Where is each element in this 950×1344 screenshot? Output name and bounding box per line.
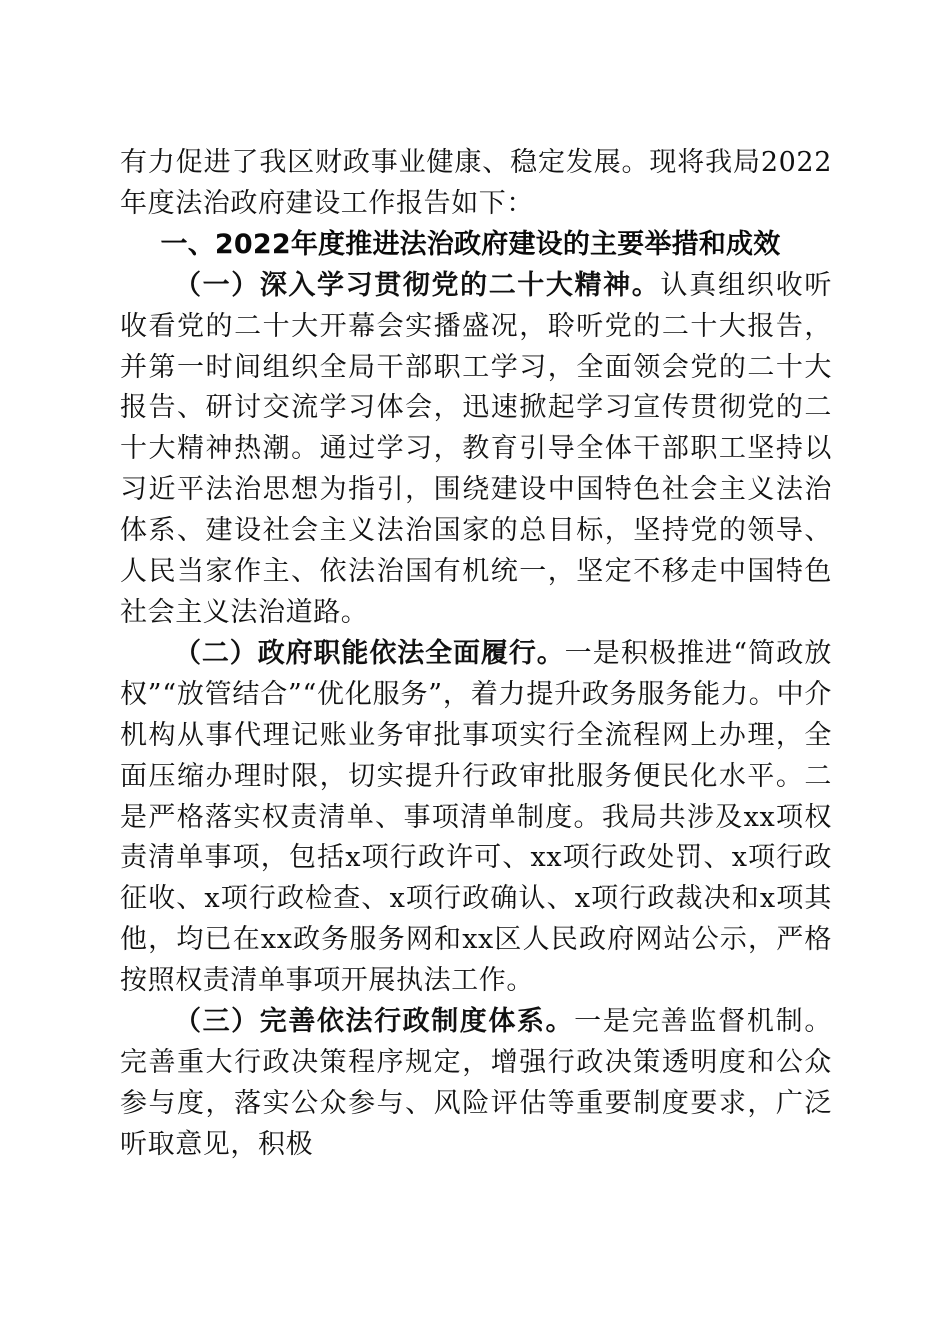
- paragraph-1: [120, 266, 832, 634]
- paragraph-2: [120, 634, 832, 1002]
- paragraph-1-body: 认真组织收听收看党的二十大开幕会实播盛况，聆听党的二十大报告，并第一时间组织全局干部职工学习，全面领会党的二十大报告、研讨交流学习体会，迅速掀起学习宣传贯彻党的二十大精神热潮。通过学习，教育引导全体干部职工坚持以习近平法治思想为指引，围绕建设中国特色社会主义法治体系、建设社会主义法治国家的总目标，坚持党的领导、人民当家作主、依法治国有机统一，坚定不移走中国特色社会主义法治道路。: [120, 269, 832, 628]
- section-heading: 一、2022年度推进法治政府建设的主要举措和成效: [160, 228, 781, 260]
- paragraph-3-body: 一是完善监督机制。完善重大行政决策程序规定，增强行政决策透明度和公众参与度，落实公众参与、风险评估等重要制度要求，广泛听取意见，积极: [120, 1006, 832, 1160]
- paragraph-1-lead: （一）深入学习贯彻党的二十大精神。: [174, 269, 661, 301]
- paragraph-2-body: 一是积极推进“简政放权”“放管结合”“优化服务”，着力提升政务服务能力。中介机构从事代理记账业务审批事项实行全流程网上办理，全面压缩办理时限，切实提升行政审批服务便民化水平。二是严格落实权责清单、事项清单制度。我局共涉及xx项权责清单事项，包括x项行政许可、xx项行政处罚、x项行政征收、x项行政检查、x项行政确认、x项行政裁决和x项其他，均已在xx政务服务网和xx区人民政府网站公示，严格按照权责清单事项开展执法工作。: [120, 637, 832, 997]
- document-page: [120, 143, 832, 1166]
- intro-paragraph: 有力促进了我区财政事业健康、稳定发展。现将我局2022年度法治政府建设工作报告如下：: [120, 147, 832, 219]
- paragraph-3: [120, 1002, 832, 1166]
- paragraph-3-lead: （三）完善依法行政制度体系。: [174, 1006, 575, 1038]
- paragraph-2-lead: （二）政府职能依法全面履行。: [174, 637, 565, 669]
